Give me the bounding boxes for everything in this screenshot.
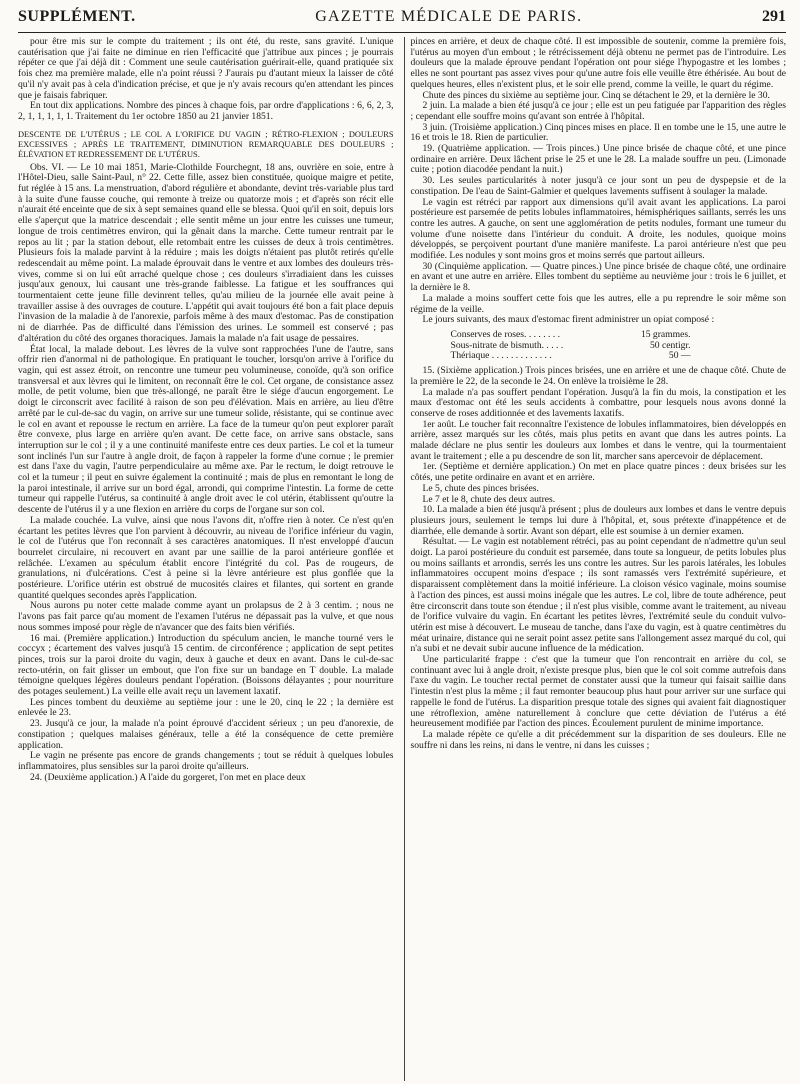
paragraph: 30 (Cinquième application. — Quatre pinces.) Une pince brisée de chaque côté, une ordinaire en avant et une autre en arrière. Elles tombent du septième au neuvième jour : trois le 6 juillet, et la dernière le 8. — [410, 260, 786, 294]
paragraph: 19. (Quatrième application. — Trois pinces.) Une pince brisée de chaque côté, et une pince ordinaire en arrière. Deux lâchent prise le 25 et une le 28. La malade souffre un peu. (Limonade cuite ; potion diacodée pendant la nuit.) — [410, 143, 786, 176]
paragraph: Le 5, chute des pinces brisées. — [422, 482, 539, 494]
paragraph: 30. Les seules particularités à noter jusqu'à ce jour sont un peu de dyspepsie et de la constipation. De l'eau de Saint-Galmier et quelques lavements suffisent à soulager la malade. — [410, 175, 786, 197]
paragraph: Le jours suivants, des maux d'estomac firent administrer un opiat composé : — [422, 314, 715, 326]
paragraph: 15. (Sixième application.) Trois pinces brisées, une en arrière et une de chaque côté. Chute de la première le 22, de la seconde le 24. On enlève la troisième le 28. — [410, 365, 786, 387]
prescription — [451, 330, 787, 362]
paragraph: État local, la malade debout. Les lèvres de la vulve sont rapprochées l'une de l'autre, sans offrir rien d'anormal ni de pathologique. En pratiquant le toucher, lorsqu'on arrive à l'orifice du vagin, qui est assez étroit, on rencontre une tumeur peu volumineuse, conoïde, qu'à son orifice transversal et aux lèvres qui le limitent, on reconnaît être le col. Cet organe, de consistance assez molle, de petit volume, bien que très-allongé, ne paraît être le siége d'aucun engorgement. Le doigt le circonscrit avec facilité à raison de son peu d'élévation. Mais en arrière, au lieu d'être arrêté par le cul-de-sac du vagin, on arrive sur une tumeur solide, résistante, qui se continue avec le col en avant et repousse le rectum en arrière. La face de la tumeur qu'on peut explorer paraît être convexe, plus large en arrière qu'en avant. De cette face, on arrive sans obstacle, sans interruption sur le col ; il y a une continuité manifeste entre ces deux parties. Le col et la tumeur sont inclinés l'un sur l'autre à angle droit, de façon à rappeler la forme d'une cornue ; le premier est dans l'axe du vagin, l'autre perpendiculaire au même axe. Par le rectum, le doigt retrouve le col et la tumeur ; il peut en suivre également la continuité ; mais de plus en remontant le long de la paroi intestinale, il arrive sur un bord égal, arrondi, qui comprime l'intestin. La forme de cette tumeur qui rappelle l'utérus, sa continuité à angle droit avec le col utérin, établissent qu'outre la descente de l'utérus il y a une flexion en arrière du corps de l'organe sur son col. — [18, 343, 394, 516]
journal-title: GAZETTE MÉDICALE DE PARIS. — [315, 8, 583, 25]
paragraph: Le vagin est rétréci par rapport aux dimensions qu'il avait avant les applications. La paroi postérieure est parsemée de petits lobules inflammatoires, hémisphériques saillants, serrés les uns contre les autres. A gauche, on sent une agglomération de petits nodules, formant une tumeur du volume d'une noisette dans l'intérieur du conduit. A droite, les nodules, quoique moins développés, se perçoivent pourtant d'une manière manifeste. La paroi antérieure n'est que peu modifiée. Les nodules y sont moins gros et moins serrés que partout ailleurs. — [410, 196, 786, 262]
paragraph: La malade a moins souffert cette fois que les autres, elle a pu reprendre le soir même son régime de la veille. — [410, 292, 786, 315]
ingredient: Conserves de roses. . . . . . . . — [450, 328, 561, 340]
paragraph: 16 mai. (Première application.) Introduction du spéculum ancien, le manche tourné vers le coccyx ; écartement des valves jusqu'à 15 centim. de circonférence ; application de sept petites pinces, trois sur la paroi droite du vagin, deux à gauche et deux en avant. Dans le cul-de-sac recto-utérin, on fait glisser un embout, que l'on fixe sur un bandage en T double. La malade témoigne quelques légères douleurs pendant l'opération. (Boissons délayantes ; pour nourriture des potages seulement.) La veille elle avait reçu un lavement laxatif. — [18, 632, 394, 698]
paragraph: 24. (Deuxième application.) A l'aide du gorgeret, l'on met en place deux — [30, 771, 306, 783]
paragraph: Chute des pinces du sixième au septième jour. Cinq se détachent le 29, et la dernière le 30. — [422, 89, 770, 101]
paragraph: 1er. (Septième et dernière application.) On met en place quatre pinces : deux brisées sur les côtés, une petite ordinaire en avant et en arrière. — [410, 461, 786, 484]
paragraph: Une particularité frappe : c'est que la tumeur que l'on rencontrait en arrière du col, se continuant avec lui à angle droit, n'existe presque plus, bien que le col soit comme autrefois dans l'axe du vagin. Le toucher rectal permet de constater aussi que la tumeur qui faisait saillie dans l'intestin n'est plus la même ; il faut remonter beaucoup plus haut pour arriver sur une surface qui rappelle le fond de l'utérus. La disparition presque totale des signes qui avaient fait diagnostiquer une rétroflexion, amène naturellement à conclure que cette déviation de l'utérus a été heureusement modifiée par l'action des pinces. Écoulement purulent de minime importance. — [410, 654, 786, 730]
observation-heading: DESCENTE DE L'UTÉRUS ; LE COL A L'ORIFICE DU VAGIN ; RÉTRO-FLEXION ; DOULEURS EXCESSIVES ; APRÈS LE TRAITEMENT, DIMINUTION REMARQUABLE DES DOULEURS ; ÉLÉVATION ET REDRESSEMENT DE L'UTÉRUS. — [18, 129, 394, 159]
paragraph: 1er août. Le toucher fait reconnaître l'existence de lobules inflammatoires, bien développés en arrière, assez marqués sur les côtés, mais plus petits en avant que dans les autres points. La malade déclare ne plus sentir les douleurs aux lombes et dans le ventre, qui la tourmentaient avant le traitement ; elle a pu descendre de son lit, marcher sans apercevoir de déplacement. — [410, 418, 786, 462]
page-header — [18, 8, 786, 33]
paragraph: La malade n'a pas souffert pendant l'opération. Jusqu'à la fin du mois, la constipation et les maux d'estomac ont été les seuls accidents à combattre, pour lesquels nous avons donné la conserve de roses additionnée et des lavements laxatifs. — [410, 386, 786, 419]
paragraph: Le 7 et le 8, chute des deux autres. — [422, 493, 556, 505]
paragraph: pinces en arrière, et deux de chaque côté. Il est impossible de soutenir, comme la première fois, l'utérus au moyen d'un embout ; le rétrécissement déjà obtenu ne permet pas de l'introduire. Les douleurs que la malade éprouve pendant l'opération ont pour siége l'hypogastre et les lombes ; elles ne sont pourtant pas assez vives pour qu'une autre fois elle veuille être éthérisée. Au bout de quelques heures, elles n'existent plus, et le soir elle prend, comme la veille, le quart du régime. — [410, 37, 786, 90]
ingredient: Thériaque . . . . . . . . . . . . . — [450, 350, 552, 362]
paragraph: 3 juin. (Troisième application.) Cinq pinces mises en place. Il en tombe une le 15, une autre le 16 et trois le 18. Rien de particulier. — [410, 121, 786, 144]
paragraph: Obs. VI. — Le 10 mai 1851, Marie-Clothilde Fourchegnt, 18 ans, ouvrière en soie, entre à l'Hôtel-Dieu, salle Saint-Paul, n° 22. Cette fille, assez bien constituée, quoique maigre et petite, fut réglée à 15 ans. La menstruation, d'abord régulière et abondante, devint très-variable plus tard à la suite d'une fausse couche, qui remonte à treize ou quatorze mois ; et d'après son récit elle n'aurait été enceinte que de six à sept semaines quand elle se blessa. Quoi qu'il en soit, depuis lors elle s'aperçut que la matrice descendait ; elle sentit même un jour entre les cuisses une tumeur, longue de trois centimètres environ, qui la gênait dans la marche. Cette tumeur rentrait par le repos au lit ; par la station debout, elle retombait entre les cuisses de deux à trois centimètres. Plusieurs fois la malade parvint à la réduire ; mais les doigts n'étaient pas plutôt retirés qu'elle redescendait au même point. La malade éprouvait dans le ventre et aux lombes des douleurs très-vives, comme si on lui eût arraché quelque chose ; ces douleurs s'irradiaient dans les cuisses jusqu'aux genoux, lui causant une très-grande faiblesse. La fatigue et les souffrances qui tourmentaient cette jeune fille devinrent telles, qu'au milieu de la journée elle avait peine à travailler assise à des ouvrages de couture. L'appétit qui avait toujours été bon a fait place depuis l'invasion de la maladie à de l'anorexie, parfois même à des maux d'estomac. Pas de constipation ni de diarrhée. Pas de difficulté dans l'émission des urines. Le sommeil est conservé ; pas d'altération du côté des organes thoraciques. Jamais la malade n'a fait usage de pessaires. — [18, 161, 394, 344]
page-number: 291 — [761, 8, 786, 25]
left-column — [18, 37, 394, 1081]
ingredient: Sous-nitrate de bismuth. . . . . — [450, 339, 564, 351]
right-column — [404, 37, 787, 1081]
paragraph: La malade couchée. La vulve, ainsi que nous l'avons dit, n'offre rien à noter. Ce n'est qu'en écartant les petites lèvres que l'on parvient à découvrir, au niveau de l'orifice inférieur du vagin, le col de l'utérus que l'on reconnaît à ses caractères anatomiques. Il n'est enveloppé d'aucun bourrelet circulaire, ni recouvert en avant par une saillie de la paroi antérieure gonflée et relâchée. L'examen au spéculum établit encore l'intégrité du col. Pas de rougeurs, de granulations, ni d'ulcérations. C'est à peine si la lèvre antérieure est plus gonflée que la postérieure. L'orifice utérin est obstrué de mucosités claires et filantes, qui sortent en grande quantité quelques secondes après l'application. — [18, 514, 394, 601]
section-label: SUPPLÉMENT. — [18, 8, 136, 25]
paragraph: Le vagin ne présente pas encore de grands changements ; tout se réduit à quelques lobules inflammatoires, plus sensibles sur la paroi droite qu'ailleurs. — [18, 750, 394, 772]
quantity: 50 — — [668, 350, 691, 362]
quantity: 15 grammes. — [640, 328, 691, 340]
columns — [18, 37, 786, 1081]
paragraph: pour être mis sur le compte du traitement ; ils ont été, du reste, sans gravité. L'unique cautérisation que j'ai faite ne diminue en rien l'efficacité que j'attribue aux pinces ; je pourrais répéter ce que j'ai déjà dit : Comment une seule cautérisation guérirait-elle, quand pratiquée six fois chez ma première malade, elle n'a point réussi ? J'aurais pu d'autant mieux la laisser de côté qu'il n'y avait pas à cela d'indication précise, et que je n'y avais recours qu'en attendant les pinces que je faisais fabriquer. — [18, 37, 394, 101]
quantity: 50 centigr. — [650, 339, 691, 351]
paragraph: 10. La malade a bien été jusqu'à présent ; plus de douleurs aux lombes et dans le ventre depuis plusieurs jours, seulement le temps lui dure à l'hôpital, et, sous prétexte d'inappétence et de diarrhée, elle demande à sortir. Avant son départ, elle est soumise à un dernier examen. — [410, 504, 786, 537]
paragraph: Résultat. — Le vagin est notablement rétréci, pas au point cependant de n'admettre qu'un seul doigt. La paroi postérieure du conduit est parsemée, dans toute sa longueur, de petits lobules plus ou moins saillants et arrondis, serrés les uns contre les autres. Sur les parois latérales, les lobules inflammatoires occupent moins d'espace ; ils sont ramassés vers l'extrémité supérieure, et disparaissent complètement dans la moitié inférieure. La cloison vésico vaginale, moins soumise à l'action des pinces, est aussi moins inégale que les autres. Le col, libre de toute adhérence, peut être circonscrit dans toute son étendue ; il n'est plus visible, comme avant le traitement, au niveau de l'orifice vulvaire du vagin. En écartant les petites lèvres, l'extrémité seule du conduit vulvo-utérin est mise à découvert. Le museau de tanche, dans l'axe du vagin, est à quatre centimètres du méat urinaire, distance qui ne serait point assez petite sans l'allongement assez marqué du col, qui n'a subi et ne devait subir aucune influence de la médication. — [410, 536, 786, 655]
paragraph: La malade répète ce qu'elle a dit précédemment sur la disparition de ses douleurs. Elle ne souffre ni dans les reins, ni dans le ventre, ni dans les cuisses ; — [410, 729, 786, 751]
paragraph: 23. Jusqu'à ce jour, la malade n'a point éprouvé d'accident sérieux ; un peu d'anorexie, de constipation ; quelques malaises généraux, telle a été la conséquence de cette première application. — [18, 718, 394, 751]
paragraph: 2 juin. La malade a bien été jusqu'à ce jour ; elle est un peu fatiguée par l'apparition des règles ; cependant elle souffre moins qu'avant son entrée à l'hôpital. — [410, 100, 786, 122]
prescription-line — [451, 351, 691, 362]
paragraph: Les pinces tombent du deuxième au septième jour : une le 20, cinq le 22 ; la dernière est enlevée le 23. — [18, 696, 394, 719]
paragraph: Nous aurons pu noter cette malade comme ayant un prolapsus de 2 à 3 centim. ; nous ne l'avons pas fait parce qu'au moment de l'examen l'utérus ne dépassait pas la vulve, et que nous nous sommes imposé pour règle de n'avancer que des faits bien vérifiés. — [18, 600, 394, 633]
paragraph: En tout dix applications. Nombre des pinces à chaque fois, par ordre d'applications : 6, 6, 2, 3, 2, 1, 1, 1, 1, 1. Traitement du 1er octobre 1850 au 21 janvier 1851. — [18, 100, 394, 122]
